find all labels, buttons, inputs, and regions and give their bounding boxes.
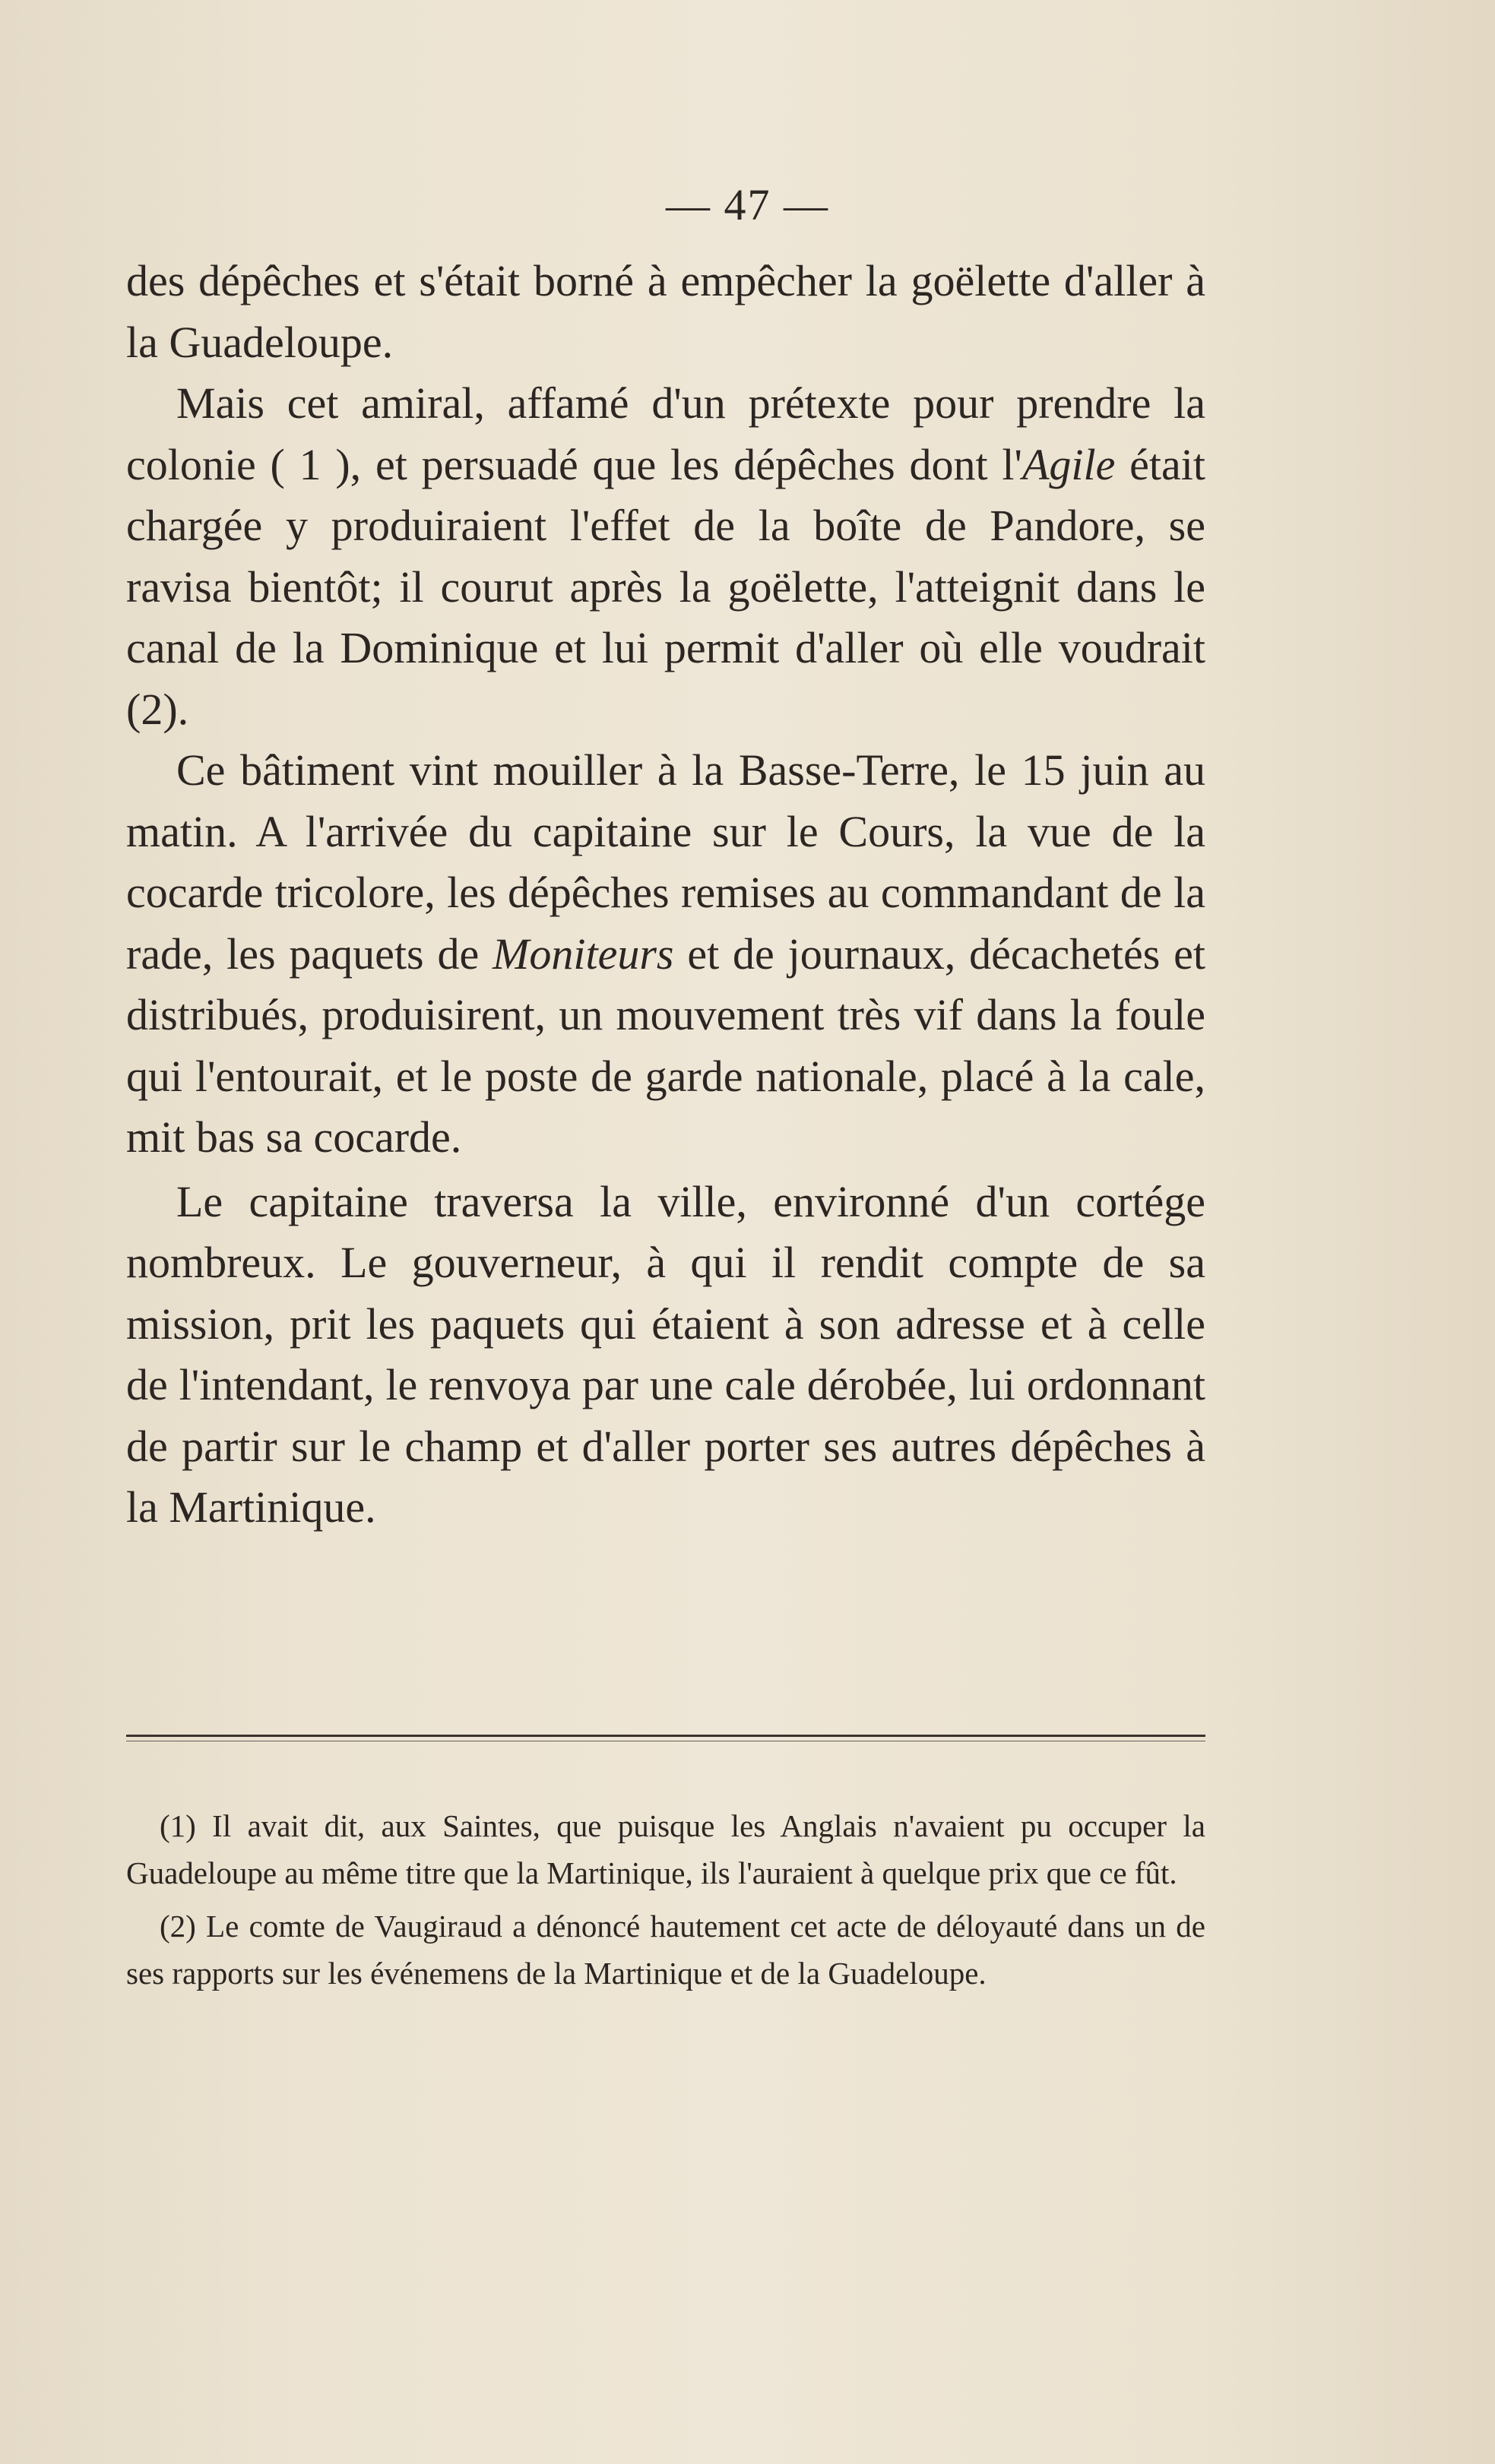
footnotes — [126, 1802, 1205, 1997]
main-text — [126, 251, 1205, 1539]
footnote-divider — [126, 1735, 1205, 1737]
page-number: — 47 — — [666, 180, 829, 229]
paragraph-3 — [126, 740, 1205, 1169]
footnote-1: (1) Il avait dit, aux Saintes, que puisque les Anglais n'avaient pu occuper la Guadeloupe au même titre que la Martinique, ils l'auraient à quelque prix que ce fût. — [126, 1808, 1205, 1890]
paragraph-3-part-b: et de journaux, décachetés et distribués, produisirent, un mouvement très vif dans la foule qui l'entourait, et le poste de garde nationale, placé à la cale, mit bas sa cocarde. — [126, 928, 1205, 1162]
paragraph-2-part-a: Mais cet amiral, affamé d'un prétexte pour prendre la colonie ( 1 ), et persuadé que les dépêches dont l' — [126, 378, 1205, 489]
paragraph-3-italic: Moniteurs — [493, 928, 674, 979]
paragraph-2 — [126, 373, 1205, 740]
paragraph-4: Le capitaine traversa la ville, environné d'un cortége nombreux. Le gouverneur, à qui il rendit compte de sa mission, prit les paquets qui étaient à son adresse et à celle de l'intendant, le renvoya par une cale dérobée, lui ordonnant de partir sur le champ et d'aller porter ses autres dépêches à la Martinique. — [126, 1176, 1205, 1532]
paragraph-3-part-a: Ce bâtiment vint mouiller à la Basse-Terre, le 15 juin au matin. A l'arrivée du capitaine sur le Cours, la vue de la cocarde tricolore, les dépêches remises au commandant de la rade, les paquets de — [126, 745, 1205, 979]
footnote-2: (2) Le comte de Vaugiraud a dénoncé hautement cet acte de déloyauté dans un de ses rapports sur les événemens de la Martinique et de la Guadeloupe. — [126, 1909, 1205, 1991]
paragraph-2-part-b: était chargée y produiraient l'effet de la boîte de Pandore, se ravisa bientôt; il courut après la goëlette, l'atteignit dans le canal de la Dominique et lui permit d'aller où elle voudrait (2). — [126, 439, 1205, 734]
paragraph-1: des dépêches et s'était borné à empêcher la goëlette d'aller à la Guadeloupe. — [126, 256, 1205, 367]
paragraph-2-italic: Agile — [1021, 439, 1116, 489]
